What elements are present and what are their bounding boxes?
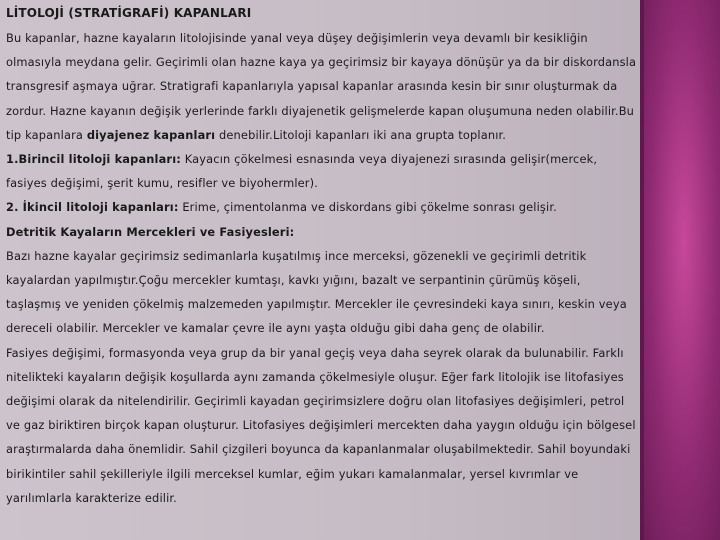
list-item-secondary-text: Erime, çimentolanma ve diskordans gibi çökelme sonrası gelişir. <box>178 200 557 215</box>
slide-content <box>6 4 638 510</box>
intro-text-1: Bu kapanlar, hazne kayaların litolojisinde yanal veya düşey değişimlerin veya devamlı bir kesikliğin olmasıyla meydana gelir. Geçirimli olan hazne kaya ya geçirimsiz bir kayaya dönüşür ya da bir diskordansla transgresif aşmaya uğrar. Stratigrafi kapanlarıyla yapısal kapanlar arasında kesin bir sınır oluşturmak da zordur. Hazne kayanın değişik yerlerinde farklı diyajenetik gelişmelerde kapan oluşumuna neden olabilir.Bu tip kapanlara <box>6 31 637 142</box>
slide-title: LİTOLOJİ (STRATİGRAFİ) KAPANLARI <box>6 6 252 20</box>
section-heading: Detritik Kayaların Mercekleri ve Fasiyesleri: <box>6 224 295 239</box>
list-item-primary-text: Kayacın çökelmesi esnasında veya diyajenezi sırasında gelişir(mercek, fasiyes değişimi, şerit kumu, resifler ve biyohermler). <box>6 152 598 191</box>
list-item-primary <box>6 147 638 195</box>
decorative-side-band <box>640 0 720 540</box>
list-item-secondary <box>6 195 638 219</box>
list-item-primary-label: 1.Birincil litoloji kapanları: <box>6 152 181 167</box>
section-paragraph-lenses: Bazı hazne kayalar geçirimsiz sedimanlarla kuşatılmış ince merceksi, gözenekli ve geçirimli detritik kayalardan yapılmıştır.Çoğu mercekler kumtaşı, kavkı yığını, bazalt ve serpantinin çürümüş köşeli, taşlaşmış ve yeniden çökelmiş malzemeden yapılmıştır. Mercekler ile çevresindeki kaya sınırı, keskin veya dereceli olabilir. Mercekler ve kamalar çevre ile aynı yaşta olduğu gibi daha genç de olabilir. <box>6 248 627 336</box>
section-paragraph-facies: Fasiyes değişimi, formasyonda veya grup da bir yanal geçiş veya daha seyrek olarak da bulunabilir. Farklı nitelikteki kayaların değişik koşullarda aynı zamanda çökelmesiyle oluşur. Eğer fark litolojik ise litofasiyes değişimi olarak da nitelendirilir. Geçirimli kayadan geçirimsizlere doğru olan litofasiyes değişimleri, petrol ve gaz biriktiren birçok kapan oluşturur. Litofasiyes değişimleri mercekten daha yaygın olduğu için bölgesel araştırmalarda daha önemlidir. Sahil çizgileri boyunca da kapanlanmalar oluşabilmektedir. Sahil boyundaki birikintiler sahil şekilleriyle ilgili merceksel kumlar, eğim yukarı kamalanmalar, yersel kıvrımlar ve yarılımlarla karakterize edilir. <box>6 345 636 505</box>
intro-bold-term: diyajenez kapanları <box>86 127 216 142</box>
intro-text-2: denebilir.Litoloji kapanları iki ana grupta toplanır. <box>215 127 507 142</box>
intro-paragraph <box>6 26 638 147</box>
list-item-secondary-label: 2. İkincil litoloji kapanları: <box>6 200 179 215</box>
